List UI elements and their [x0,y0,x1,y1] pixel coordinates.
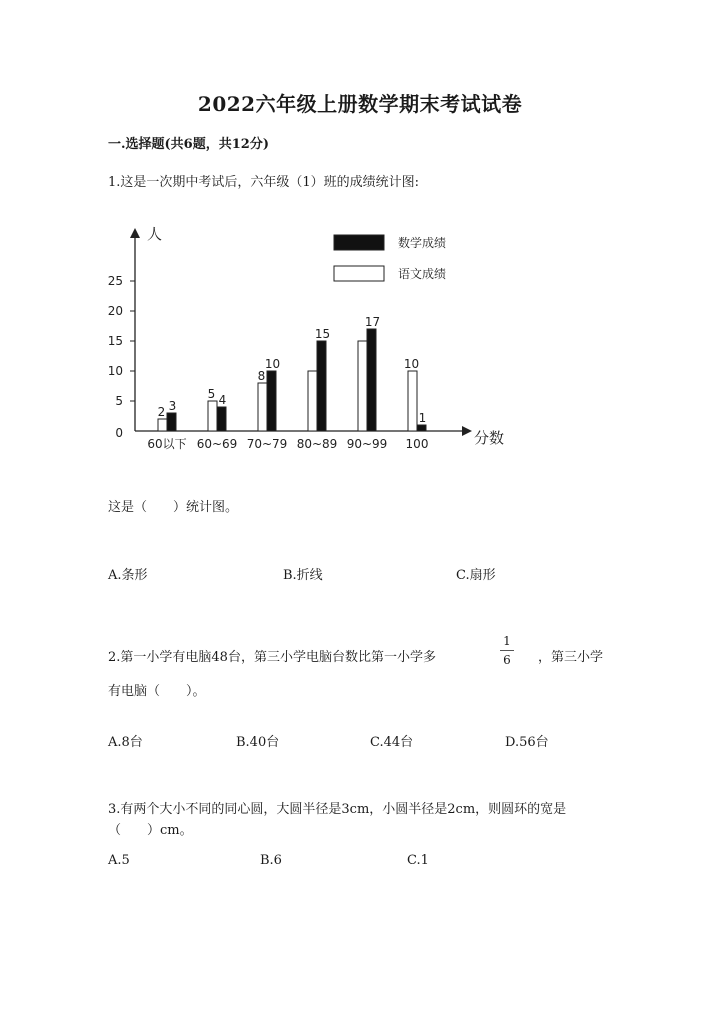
bar-value-label: 1 [418,411,427,425]
q2-option-b[interactable]: B.40台 [236,735,280,750]
bar-math [317,341,326,431]
score-bar-chart [100,215,520,460]
bar-math [217,407,226,431]
q3-option-c[interactable]: C.1 [407,853,429,868]
legend-label: 数学成绩 [398,236,447,250]
bar-value-label: 15 [314,327,331,341]
question-2-text-end: 有电脑（ ）。 [108,684,206,699]
y-tick-label: 5 [115,394,123,408]
y-axis-arrow [130,228,140,238]
bar-value-label: 4 [218,393,227,407]
fraction-one-sixth [500,634,514,667]
bar-math [417,425,426,431]
legend-swatch [334,266,384,281]
bar-value-label: 10 [403,357,420,371]
legend-swatch [334,235,384,250]
q2-option-c[interactable]: C.44台 [370,735,414,750]
y-axis-label: 人 [147,225,163,243]
q2-option-d[interactable]: D.56台 [505,735,549,750]
x-tick-label: 60~69 [196,437,238,451]
y-tick-label: 20 [107,304,123,318]
bar-chinese [208,401,217,431]
bar-math [167,413,176,431]
bar-value-label: 5 [207,387,216,401]
x-tick-label: 70~79 [246,437,288,451]
bar-value-label: 2 [157,405,166,419]
bar-chinese [258,383,267,431]
legend-label: 语文成绩 [398,267,447,281]
q1-option-a[interactable]: A.条形 [108,568,148,583]
x-tick-label: 90~99 [346,437,388,451]
bar-value-label: 8 [257,369,266,383]
bar-chinese [358,341,367,431]
question-3-text-cont: （ ）cm。 [108,823,193,838]
x-axis-arrow [462,426,472,436]
question-1-text: 1.这是一次期中考试后，六年级（1）班的成绩统计图: [108,175,420,190]
y-tick-label: 10 [107,364,123,378]
section-heading: 一.选择题(共6题，共12分) [108,137,269,152]
y-tick-label: 0 [115,426,123,440]
bar-value-label: 10 [264,357,281,371]
x-tick-label: 60以下 [147,437,187,451]
q2-option-a[interactable]: A.8台 [108,735,143,750]
x-axis-label: 分数 [474,429,505,447]
bar-chinese [158,419,167,431]
bar-chinese [308,371,317,431]
bar-chinese [408,371,417,431]
question-1-prompt: 这是（ ）统计图。 [108,500,239,515]
bar-math [267,371,276,431]
bar-math [367,329,376,431]
bar-value-label: 3 [168,399,177,413]
bar-value-label: 17 [364,315,381,329]
page-title: 2022六年级上册数学期末考试试卷 [197,92,523,116]
q3-option-a[interactable]: A.5 [108,853,130,868]
fraction-bar [500,650,514,651]
q1-option-b[interactable]: B.折线 [283,568,323,583]
question-2-text: 2.第一小学有电脑48台，第三小学电脑台数比第一小学多 [108,650,436,665]
fraction-denominator: 6 [503,653,511,667]
x-tick-label: 100 [405,437,429,451]
y-tick-label: 15 [107,334,123,348]
fraction-numerator: 1 [503,634,511,648]
question-2-text-cont: ，第三小学 [538,650,604,665]
question-3-text: 3.有两个大小不同的同心圆，大圆半径是3cm，小圆半径是2cm，则圆环的宽是 [108,802,567,817]
x-tick-label: 80~89 [296,437,338,451]
q3-option-b[interactable]: B.6 [260,853,282,868]
q1-option-c[interactable]: C.扇形 [456,568,496,583]
y-tick-label: 25 [107,274,123,288]
